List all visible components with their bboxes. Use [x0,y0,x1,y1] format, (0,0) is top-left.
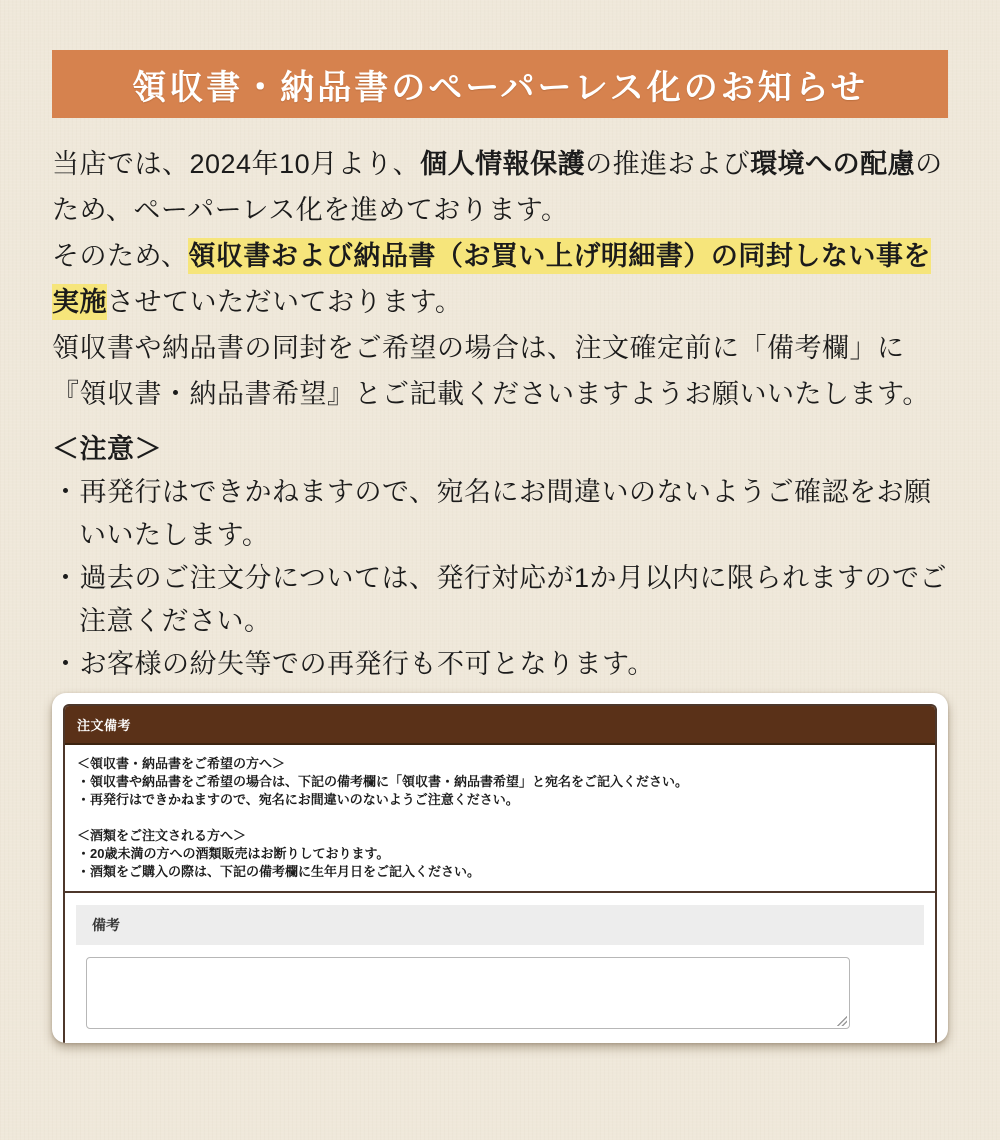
page [0,50,1000,1043]
notice-list [52,471,948,686]
intro-paragraph-3 [52,325,948,417]
intro-paragraph-2 [52,233,948,325]
notice-section [52,427,948,686]
guide-line: ＜領収書・納品書をご希望の方へ＞ [77,756,286,771]
notice-item: ・再発行はできかねますので、宛名にお間違いのないようご確認をお願いいたします。 [52,477,932,550]
notice-item: ・過去のご注文分については、発行対応が1か月以内に限られますのでご注意ください。 [52,563,947,636]
guide-line: ＜酒類をご注文される方へ＞ [77,828,247,843]
form-guide [65,745,935,891]
intro-paragraph-1 [52,141,948,233]
text-segment: させていただいております。 [107,287,463,317]
guide-line: ・再発行はできかねますので、宛名にお間違いのないようご注意ください。 [77,792,519,807]
form-header-bar [65,706,935,745]
remarks-label-bar [76,905,924,945]
guide-line: ・酒類をご購入の際は、下記の備考欄に生年月日をご記入ください。 [77,864,481,879]
remarks-textarea[interactable] [86,957,850,1029]
text-segment: そのため、 [52,241,189,271]
text-segment: 当店では、2024年10月より、 [52,149,421,179]
remarks-field-section [65,891,935,1043]
notice-banner [52,50,948,118]
notice-item: ・お客様の紛失等での再発行も不可となります。 [52,649,655,679]
order-remarks-form [63,704,937,1043]
intro-section [52,141,948,417]
text-segment: の推進および [585,149,751,179]
form-header-title: 注文備考 [77,718,132,733]
text-segment: 環境への配慮 [750,149,916,179]
guide-line: ・20歳未満の方への酒類販売はお断りしております。 [77,846,390,861]
text-segment: 領収書や納品書の同封をご希望の場合は、注文確定前に「備考欄」に『領収書・納品書希望』とご記載くださいますようお願いいたします。 [52,333,930,409]
notice-heading: ＜注意＞ [52,434,162,464]
remarks-label: 備考 [92,917,120,933]
text-segment: のため、ペーパーレス化を進めております。 [52,149,943,225]
guide-line: ・領収書や納品書をご希望の場合は、下記の備考欄に「領収書・納品書希望」と宛名をご記入ください。 [77,774,689,789]
order-remarks-card [52,693,948,1043]
textarea-resize-handle-icon[interactable] [835,1014,847,1026]
guide-line [77,809,923,827]
text-segment: 個人情報保護 [420,149,586,179]
banner-title: 領収書・納品書のペーパーレス化のお知らせ [132,68,868,107]
remarks-textarea-wrap [86,957,850,1029]
text-segment: 領収書および納品書（お買い上げ明細書）の同封しない事を実施 [52,238,931,320]
